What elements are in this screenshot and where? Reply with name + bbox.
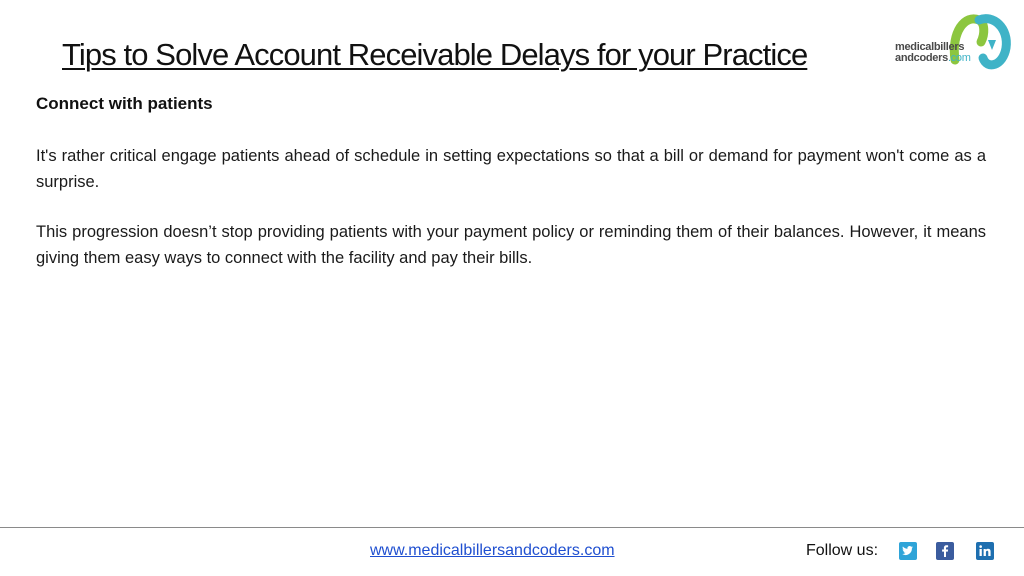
logo-wordmark xyxy=(895,42,971,64)
linkedin-icon xyxy=(976,542,994,560)
paragraph: It's rather critical engage patients ahead of schedule in setting expectations so that a bill or demand for payment won't come as a surprise. xyxy=(36,147,986,191)
facebook-icon xyxy=(936,542,954,560)
follow-us-label: Follow us: xyxy=(806,542,879,559)
linkedin-button[interactable] xyxy=(976,542,994,560)
logo-line1: medicalbillers xyxy=(895,41,965,53)
paragraph: This progression doesn’t stop providing patients with your payment policy or reminding them of their balances. However, it means giving them easy ways to connect with the facility and pay their bills. xyxy=(36,223,986,267)
section-heading: Connect with patients xyxy=(36,94,213,113)
twitter-button[interactable] xyxy=(899,542,917,560)
slide-content xyxy=(36,91,986,295)
logo-suffix: .com xyxy=(947,52,971,64)
footer-divider xyxy=(0,527,1024,528)
twitter-icon xyxy=(899,542,917,560)
company-logo xyxy=(893,12,1013,72)
slide-title: Tips to Solve Account Receivable Delays for your Practice xyxy=(62,37,808,72)
facebook-button[interactable] xyxy=(936,542,954,560)
website-link[interactable]: www.medicalbillersandcoders.com xyxy=(370,542,615,559)
logo-line2-main: andcoders xyxy=(895,52,948,64)
logo-line2 xyxy=(895,53,971,64)
